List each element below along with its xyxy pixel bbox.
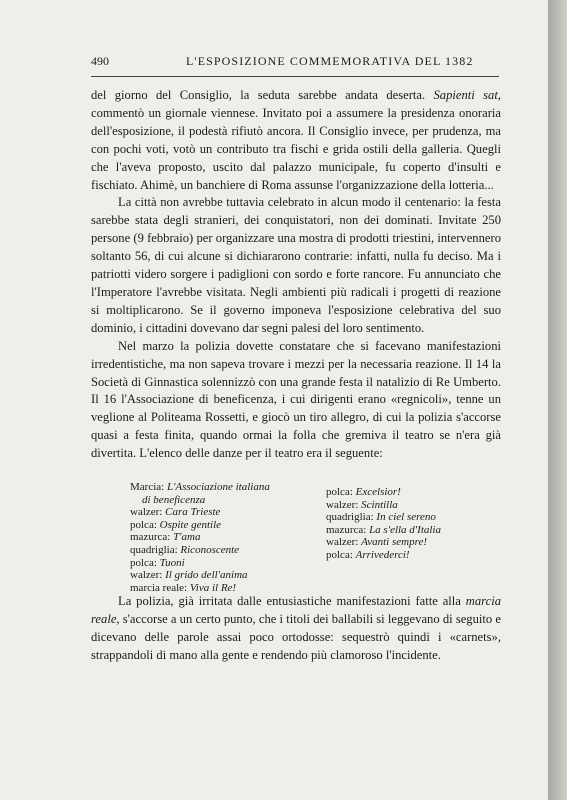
dance-type: quadriglia: xyxy=(130,543,178,556)
dance-entry xyxy=(326,549,516,562)
closing-paragraph xyxy=(91,593,501,665)
dance-title: Scintilla xyxy=(361,498,398,511)
dance-title: Riconoscente xyxy=(180,543,240,556)
dance-type: quadriglia: xyxy=(326,511,374,524)
closing-pre: La polizia, già irritata dalle entusiastiche manifestazioni fatte alla xyxy=(118,594,466,608)
dance-entry-continuation xyxy=(130,494,315,507)
dance-title: T'ama xyxy=(173,531,201,544)
dance-title: L'Associazione italiana xyxy=(166,481,270,493)
dance-title: Excelsior! xyxy=(355,486,401,498)
paragraph-pre: Nel marzo la polizia dovette constatare che si facevano manifestazioni irredentistiche, ma non sapeva trovare i mezzi per la necessaria reazione. Il 14 la Società di Ginnastica solennizzò con una grande festa il natalizio di Re Umberto. Il 16 l'Associazione di beneficenza, i cui dirigenti erano «regnicoli», tenne un veglione al Politeama Rossetti, e giocò un tiro allegro, di cui la polizia s'accorse quasi a festa finita, quando ormai la folla che gremiva il teatro se n'era già divertita. L'elenco delle danze per il teatro era il seguente: xyxy=(91,338,501,461)
dance-type: walzer: xyxy=(326,498,359,511)
dance-type: mazurca: xyxy=(326,523,367,536)
dance-title: La s'ella d'Italia xyxy=(369,523,441,536)
dance-type: polca: xyxy=(326,548,353,561)
paragraph-post: commentò un giornale viennese. Invitato poi a assumere la presidenza onoraria dell'esposizione, il podestà rifiutò ancora. Il Consiglio invece, per prudenza, ma con pochi voti, votò un contributo tra fischi e grida ostili della galleria. Quegli che l'aveva proposto, uscito dal palazzo municipale, fu coperto d'insulti e fischiato. Ahimè, un banchiere di Roma assunse l'organizzazione della lotteria... xyxy=(91,105,501,192)
running-title: L'ESPOSIZIONE COMMEMORATIVA DEL 1382 xyxy=(186,54,474,68)
paragraph xyxy=(91,194,501,337)
dance-entry xyxy=(326,524,516,537)
dance-entry xyxy=(130,531,315,544)
paragraph-italic: Sapienti sat, xyxy=(433,88,501,102)
paragraph xyxy=(91,338,501,463)
dance-title: In ciel sereno xyxy=(376,511,436,524)
dance-type: walzer: xyxy=(130,506,163,519)
closing-post: s'accorse a un certo punto, che i titoli dei ballabili si leggevano di seguito e dicevano delle parole assai poco ortodosse: sequestrò quindi i «carnets», strappandoli di mano alla gente e rendendo più clamoroso l'incidente. xyxy=(91,611,501,662)
dance-type: walzer: xyxy=(326,536,359,549)
dance-entry xyxy=(130,544,315,557)
dance-entry xyxy=(326,499,516,512)
body-text xyxy=(91,87,501,463)
dance-title-continuation: di beneficenza xyxy=(142,493,206,506)
dance-type: polca: xyxy=(326,486,353,498)
dance-type: polca: xyxy=(130,556,157,569)
dance-type: mazurca: xyxy=(130,531,171,544)
dance-type: Marcia: xyxy=(130,481,165,493)
dance-title: Ospite gentile xyxy=(159,518,222,531)
dance-type: polca: xyxy=(130,518,157,531)
dance-title: Cara Trieste xyxy=(165,506,221,519)
book-gutter xyxy=(548,0,567,800)
header-rule xyxy=(91,76,499,77)
closing-text xyxy=(91,593,501,665)
paragraph-pre: La città non avrebbe tuttavia celebrato in alcun modo il centenario: la festa sarebbe stata degli stranieri, dei conquistatori, non dei dominati. Invitate 250 persone (9 febbraio) per organizzare una mostra di prodotti triestini, intervennero soltanto 56, di cui alcune si dichiararono contrarie: infatti, nulla fu deciso. Ma i patriotti videro sorgere i padiglioni con sordo e forte rancore. Fu annunciato che l'Imperatore l'avrebbe visitata. Negli ambienti più radicali i progetti di reazione si moltiplicarono. Se il governo imponeva l'esposizione celebrativa del suo dominio, i cittadini dovevano dar segni palesi del loro sentimento. xyxy=(91,195,501,335)
dance-title: Arrivederci! xyxy=(355,548,410,561)
dance-entry xyxy=(326,536,516,549)
dance-entry xyxy=(326,511,516,524)
dance-title: Viva il Re! xyxy=(189,581,237,594)
paragraph xyxy=(91,87,501,194)
dance-entry xyxy=(130,519,315,532)
dance-entry xyxy=(130,481,315,494)
dance-entry xyxy=(130,506,315,519)
page-header xyxy=(91,52,498,70)
dance-entry xyxy=(326,486,516,499)
dance-entry xyxy=(130,569,315,582)
closing-italic: marcia reale, xyxy=(91,594,501,626)
dance-type: marcia reale: xyxy=(130,581,188,594)
paragraph-pre: del giorno del Consiglio, la seduta sarebbe andata deserta. xyxy=(91,88,434,102)
dance-program-left-column xyxy=(130,481,315,594)
page-number: 490 xyxy=(91,54,109,68)
dance-title: Il grido dell'anima xyxy=(165,569,248,582)
dance-type: walzer: xyxy=(130,569,163,582)
dance-entry xyxy=(130,557,315,570)
dance-title: Tuoni xyxy=(159,556,185,569)
dance-program-right-column xyxy=(326,486,516,562)
dance-title: Avanti sempre! xyxy=(361,536,428,549)
